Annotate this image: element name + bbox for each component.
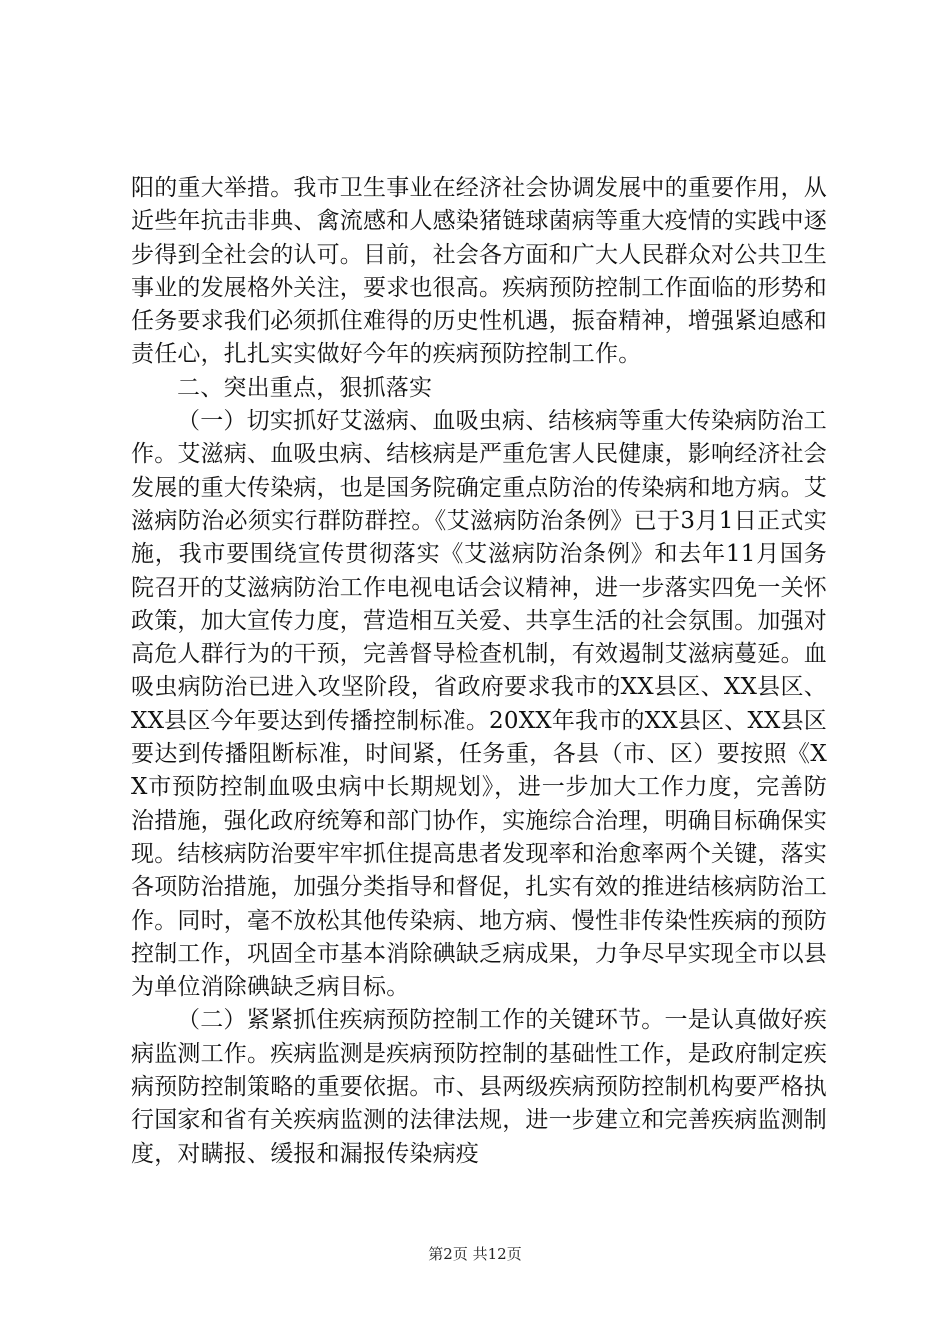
document-body (131, 172, 827, 1171)
paragraph-subsection-2: （二）紧紧抓住疾病预防控制工作的关键环节。一是认真做好疾病监测工作。疾病监测是疾病预防控制的基础性工作，是政府制定疾病预防控制策略的重要依据。市、县两级疾病预防控制机构要严格执行国家和省有关疾病监测的法律法规，进一步建立和完善疾病监测制度，对瞒报、缓报和漏报传染病疫 (131, 1007, 827, 1167)
page-number: 第2页 共12页 (428, 1245, 522, 1263)
page-footer (0, 1244, 950, 1264)
paragraph-continuation: 阳的重大举措。我市卫生事业在经济社会协调发展中的重要作用，从近些年抗击非典、禽流感和人感染猪链球菌病等重大疫情的实践中逐步得到全社会的认可。目前，社会各方面和广大人民群众对公共卫生事业的发展格外关注，要求也很高。疾病预防控制工作面临的形势和任务要求我们必须抓住难得的历史性机遇，振奋精神，增强紧迫感和责任心，扎扎实实做好今年的疾病预防控制工作。 (131, 175, 827, 368)
section-heading: 二、突出重点，狠抓落实 (177, 374, 433, 401)
paragraph-subsection-1: （一）切实抓好艾滋病、血吸虫病、结核病等重大传染病防治工作。艾滋病、血吸虫病、结核病是严重危害人民健康，影响经济社会发展的重大传染病，也是国务院确定重点防治的传染病和地方病。艾滋病防治必须实行群防群控。《艾滋病防治条例》已于3月1日正式实施，我市要围绕宣传贯彻落实《艾滋病防治条例》和去年11月国务院召开的艾滋病防治工作电视电话会议精神，进一步落实四免一关怀政策，加大宣传力度，营造相互关爱、共享生活的社会氛围。加强对高危人群行为的干预，完善督导检查机制，有效遏制艾滋病蔓延。血吸虫病防治已进入攻坚阶段，省政府要求我市的XX县区、XX县区、XX县区今年要达到传播控制标准。20XX年我市的XX县区、XX县区要达到传播阻断标准，时间紧，任务重，各县（市、区）要按照《XX市预防控制血吸虫病中长期规划》，进一步加大工作力度，完善防治措施，强化政府统筹和部门协作，实施综合治理，明确目标确保实现。结核病防治要牢牢抓住提高患者发现率和治愈率两个关键，落实各项防治措施，加强分类指导和督促，扎实有效的推进结核病防治工作。同时，毫不放松其他传染病、地方病、慢性非传染性疾病的预防控制工作，巩固全市基本消除碘缺乏病成果，力争尽早实现全市以县为单位消除碘缺乏病目标。 (131, 408, 827, 1001)
